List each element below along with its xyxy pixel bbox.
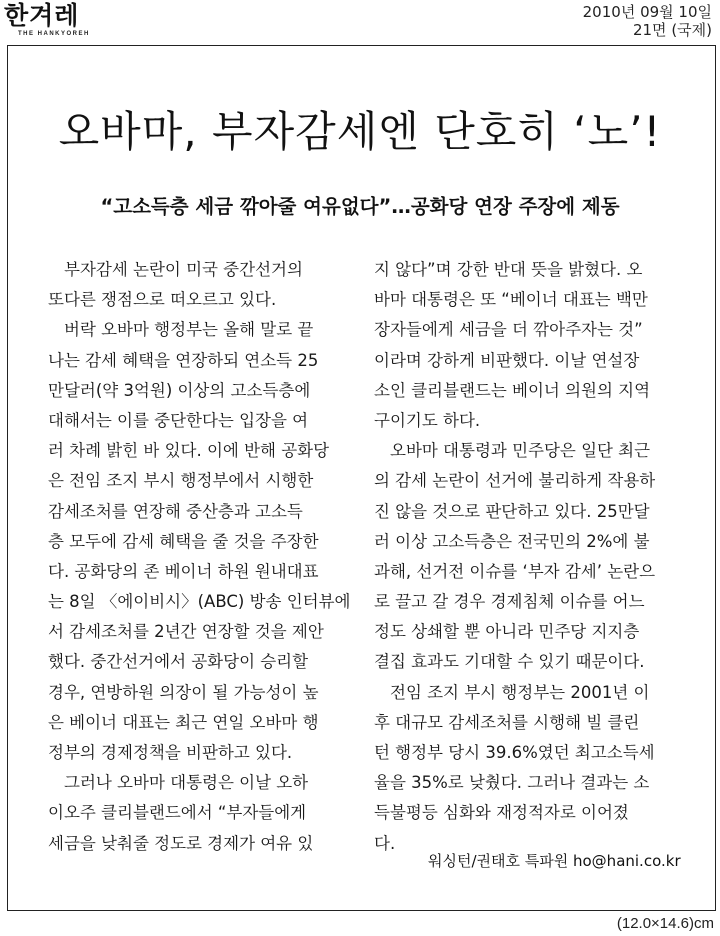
article-line: 오바마 대통령과 민주당은 일단 최근 <box>390 441 651 461</box>
article-line: 턴 행정부 당시 39.6%였던 최고소득세 <box>374 743 655 762</box>
article-line: 버락 오바마 행정부는 올해 말로 끝 <box>64 320 314 340</box>
article-line: 의 감세 논란이 선거에 불리하게 작용하 <box>374 471 656 491</box>
article-line: 다. <box>374 833 396 853</box>
masthead <box>0 0 720 44</box>
article-line: 이오주 클리블랜드에서 “부자들에게 <box>48 803 307 823</box>
hankyoreh-logo <box>4 2 96 40</box>
logo-text: 한겨레 <box>4 1 80 30</box>
article-line: 나는 감세 혜택을 연장하되 연소득 25 <box>48 350 319 370</box>
article-line: 율을 35%로 낮췄다. 그러나 결과는 소 <box>374 773 650 793</box>
article-line: 감세조처를 연장해 중산층과 고소득 <box>48 501 303 521</box>
article-line: 지 않다”며 강한 반대 뜻을 밝혔다. 오 <box>374 260 643 279</box>
article-line: 정도 상쇄할 뿐 아니라 민주당 지지층 <box>374 622 640 642</box>
article-line: 층 모두에 감세 혜택을 줄 것을 주장한 <box>48 531 319 551</box>
article-line: 경우, 연방하원 의장이 될 가능성이 높 <box>48 682 319 702</box>
article-line: 소인 클리블랜드는 베이너 의원의 지역 <box>374 380 651 400</box>
article-line: 전임 조지 부시 행정부는 2001년 이 <box>390 682 650 702</box>
article-line: 는 8일 〈에이비시〉(ABC) 방송 인터뷰에 <box>48 592 351 612</box>
article-line: 세금을 낮춰줄 정도로 경제가 여유 있 <box>48 833 314 853</box>
article-line: 은 전임 조지 부시 행정부에서 시행한 <box>48 471 314 491</box>
article-line: 진 않을 것으로 판단하고 있다. 25만달 <box>374 501 650 521</box>
article-line: 했다. 중간선거에서 공화당이 승리할 <box>48 652 309 672</box>
issue-date: 2010년 09월 10일 <box>582 3 712 21</box>
article-line: 이라며 강하게 비판했다. 이날 연설장 <box>374 350 640 370</box>
article-line: 로 끌고 갈 경우 경제침체 이슈를 어느 <box>374 592 645 612</box>
clipping-size-note: (12.0×14.6)cm <box>616 915 714 932</box>
article-line: 후 대규모 감세조처를 시행해 빌 클린 <box>374 712 640 732</box>
article-column-left <box>48 255 356 859</box>
article-byline: 워싱턴/권태호 특파원 ho@hani.co.kr <box>428 852 681 870</box>
page-section: 21면 (국제) <box>632 21 712 39</box>
logo-subtext: THE HANKYOREH <box>18 31 90 37</box>
article-line: 만달러(약 3억원) 이상의 고소득층에 <box>48 380 311 400</box>
article-column-right <box>374 255 686 859</box>
article-headline: 오바마, 부자감세엔 단호히 ‘노’! <box>58 107 662 156</box>
article-line: 서 감세조처를 2년간 연장할 것을 제안 <box>48 622 324 642</box>
article-line: 결집 효과도 기대할 수 있기 때문이다. <box>374 652 645 672</box>
article-line: 득불평등 심화와 재정적자로 이어졌 <box>374 803 629 823</box>
article-line: 러 이상 고소득층은 전국민의 2%에 불 <box>374 531 650 551</box>
article-line: 정부의 경제정책을 비판하고 있다. <box>48 743 293 762</box>
article-line: 그러나 오바마 대통령은 이날 오하 <box>64 773 309 793</box>
article-line: 장자들에게 세금을 더 깎아주자는 것” <box>374 320 643 340</box>
article-line: 부자감세 논란이 미국 중간선거의 <box>64 260 303 279</box>
article-line: 은 베이너 대표는 최근 연일 오바마 행 <box>48 712 319 732</box>
article-line: 또다른 쟁점으로 떠오르고 있다. <box>48 290 277 310</box>
article-line: 바마 대통령은 또 “베이너 대표는 백만 <box>374 290 648 310</box>
article-line: 대해서는 이를 중단한다는 입장을 여 <box>48 410 309 430</box>
article-line: 구이기도 하다. <box>374 410 481 430</box>
article-subhead: “고소득층 세금 깎아줄 여유없다”…공화당 연장 주장에 제동 <box>100 195 620 218</box>
article-line: 러 차례 밝힌 바 있다. 이에 반해 공화당 <box>48 441 330 461</box>
article-line: 과해, 선거전 이슈를 ‘부자 감세’ 논란으 <box>374 561 656 581</box>
issue-info <box>583 3 712 39</box>
article-line: 다. 공화당의 존 베이너 하원 원내대표 <box>48 561 319 581</box>
